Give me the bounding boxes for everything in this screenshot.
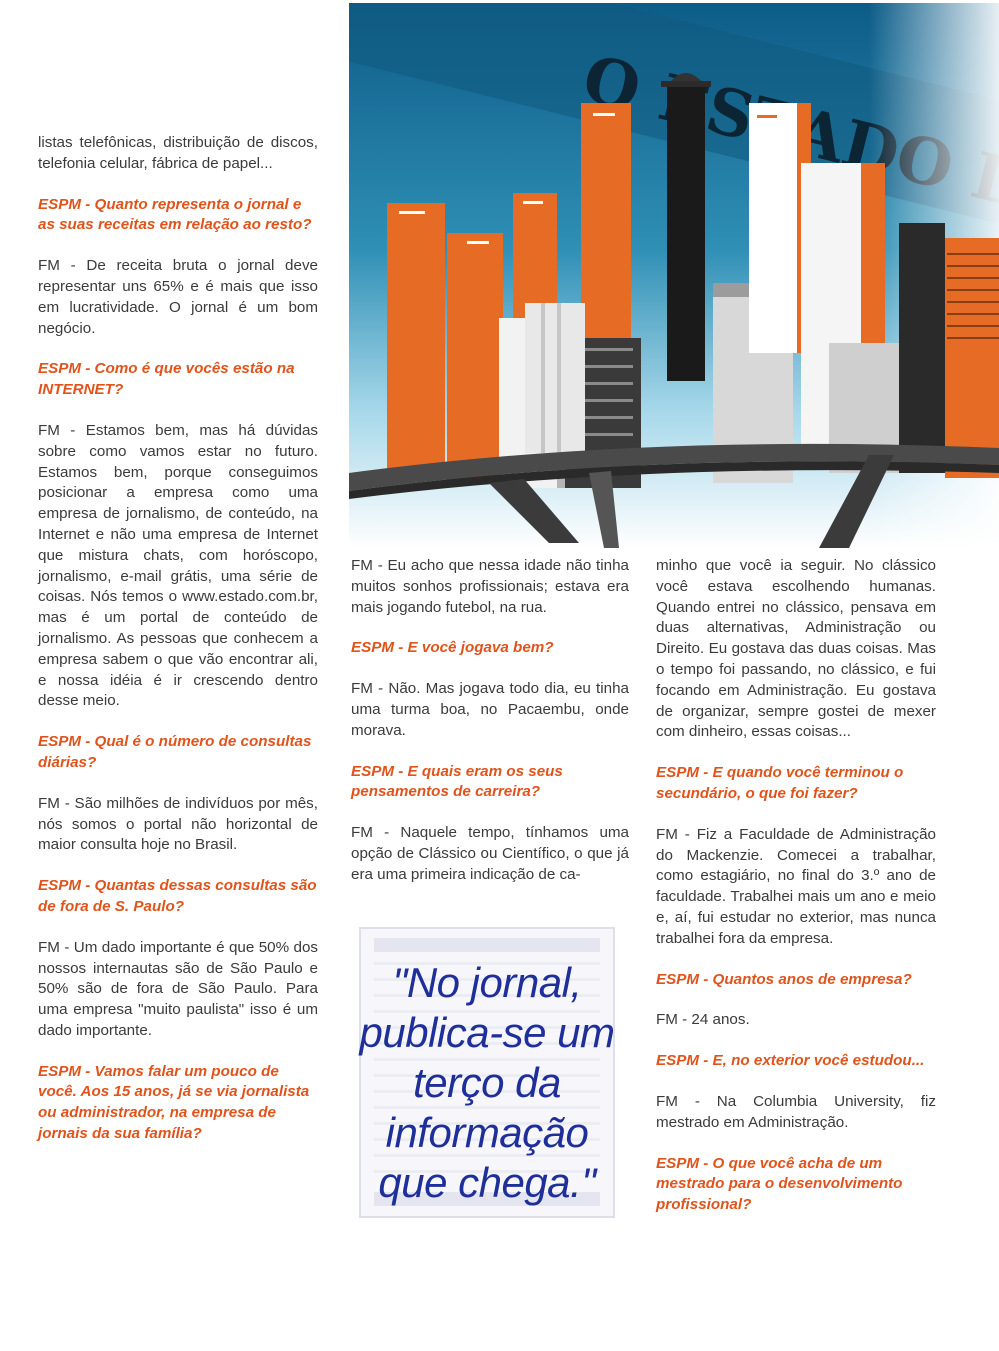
interview-answer: FM - 24 anos. <box>656 1011 750 1029</box>
interview-question: ESPM - E quando você terminou o secundário, o que foi fazer? <box>656 764 904 802</box>
paragraph: minho que você ia seguir. No clássico você estava escolhendo humanas. Quando entrei no clássico, pensava em duas alternativas, Administração ou Direito. Eu gostava das duas coisas. Mas o tempo foi passando, no clássico, e fui focando em Administração. Eu gostava de organizar, sempre gostei de mexer com dinheiro, essas coisas... <box>656 557 936 741</box>
interview-question: ESPM - Quantas dessas consultas são de fora de S. Paulo? <box>38 877 317 915</box>
interview-answer: FM - Estamos bem, mas há dúvidas sobre como vamos estar no futuro. Estamos bem, porque conseguimos posicionar a empresa como uma empresa de jornalismo, de conteúdo, na Internet e não uma empresa de Internet que mistura chats, com horóscopo, jornalismo, e-mail grátis, uma série de coisas. Nós temos o www.estado.com.br, mas é um portal de conteúdo de jornalismo. As pessoas que conhecem a empresa sabem o que vão encontrar ali, e nossa idéia é ir crescendo dentro desse meio. <box>38 421 318 710</box>
interview-answer: FM - Fiz a Faculdade de Administração do Mackenzie. Comecei a trabalhar, como estagiário, no final do 3.º ano de faculdade. Trabalhei mais um ano e meio e, aí, fui estudar no exterior, mas nunca trabalhei fora da empresa. <box>656 825 936 947</box>
interview-answer: FM - Na Columbia University, fiz mestrado em Administração. <box>656 1092 936 1131</box>
interview-question: ESPM - E você jogava bem? <box>351 639 554 657</box>
article-column-1 <box>38 133 318 1165</box>
pull-quote-text: "No jornal, publica-se um terço da informação que chega." <box>359 959 615 1206</box>
interview-question: ESPM - Qual é o número de consultas diárias? <box>38 733 312 771</box>
city-skyline-illustration <box>349 3 999 548</box>
article-column-2 <box>351 556 629 906</box>
interview-answer: FM - Naquele tempo, tínhamos uma opção de Clássico ou Científico, o que já era uma primeira indicação de ca- <box>351 824 629 883</box>
interview-question: ESPM - O que você acha de um mestrado para o desenvolvimento profissional? <box>656 1154 903 1214</box>
interview-question: ESPM - E quais eram os seus pensamentos de carreira? <box>351 762 563 801</box>
interview-question: ESPM - Como é que vocês estão na INTERNET? <box>38 360 295 399</box>
interview-question: ESPM - Quanto representa o jornal e as suas receitas em relação ao resto? <box>38 195 312 234</box>
interview-question: ESPM - Quantos anos de empresa? <box>656 970 912 988</box>
pull-quote <box>352 920 622 1225</box>
interview-answer: FM - De receita bruta o jornal deve representar uns 65% e é mais que isso em lucratividade. O jornal é um bom negócio. <box>38 257 318 337</box>
interview-question: ESPM - Vamos falar um pouco de você. Aos 15 anos, já se via jornalista ou administrador, na empresa de jornais da sua família? <box>38 1062 310 1143</box>
paragraph: listas telefônicas, distribuição de discos, telefonia celular, fábrica de papel... <box>38 134 318 172</box>
interview-answer: FM - Um dado importante é que 50% dos nossos internautas são de São Paulo e 50% são de fora de São Paulo. Para uma empresa "muito paulista" isso é um dado importante. <box>38 938 318 1039</box>
skyline-svg <box>349 3 999 548</box>
interview-answer: FM - Eu acho que nessa idade não tinha muitos sonhos profissionais; estava era mais jogando futebol, na rua. <box>351 557 629 616</box>
interview-answer: FM - Não. Mas jogava todo dia, eu tinha uma turma boa, no Pacaembu, onde morava. <box>351 680 629 739</box>
interview-question: ESPM - E, no exterior você estudou... <box>656 1052 925 1070</box>
interview-answer: FM - São milhões de indivíduos por mês, nós somos o portal não horizontal de maior consulta hoje no Brasil. <box>38 794 318 854</box>
article-column-3 <box>656 556 936 1236</box>
